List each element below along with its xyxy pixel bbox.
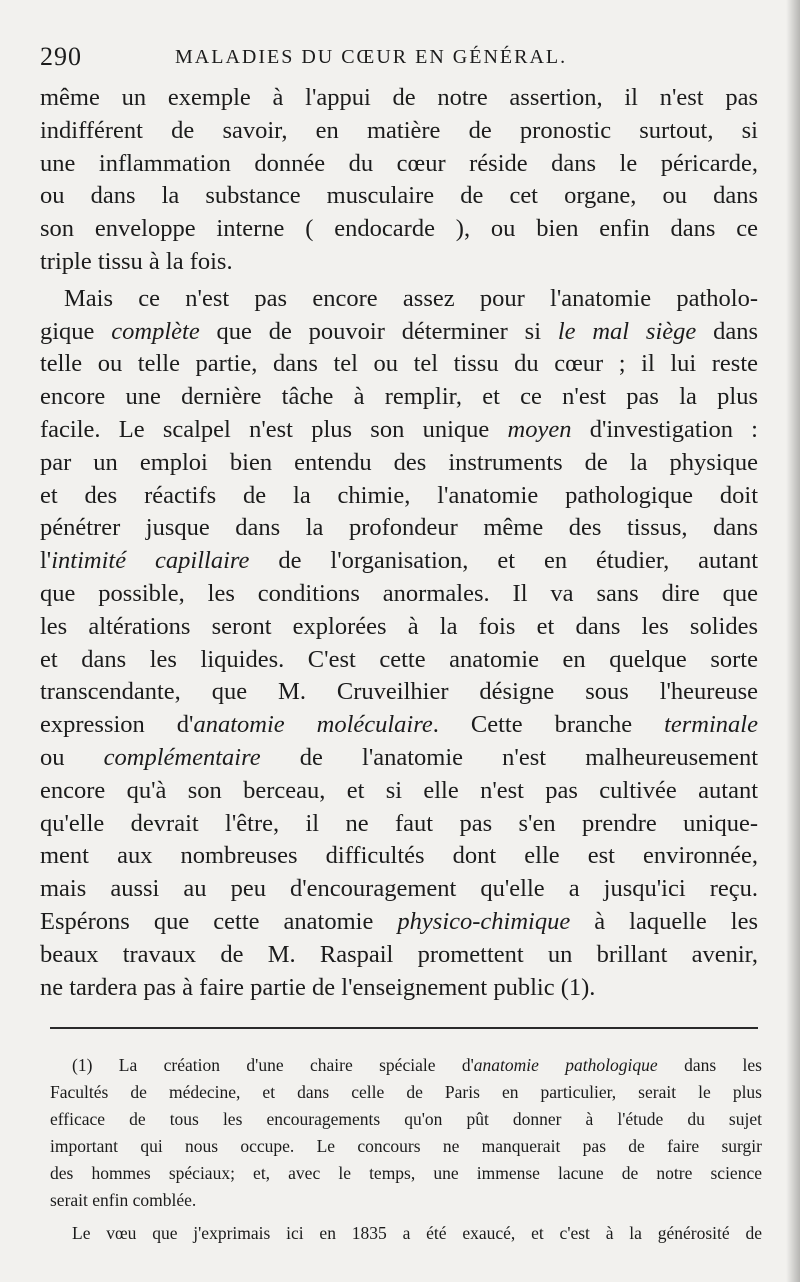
text-line: expression d'anatomie moléculaire. Cette branche terminale <box>40 711 758 739</box>
text-line: ou complémentaire de l'anatomie n'est malheureusement <box>40 743 759 771</box>
text-line: indifférent de savoir, en matière de pronostic surtout, si <box>40 116 758 144</box>
text-line: triple tissu à la fois. <box>40 247 233 275</box>
italic-term: complémentaire <box>103 743 261 771</box>
text-line: gique complète que de pouvoir déterminer si le mal siège dans <box>40 317 758 345</box>
footnote-line: serait enfin comblée. <box>50 1190 197 1210</box>
italic-term: anatomie moléculaire <box>193 711 433 739</box>
text-line: et dans les liquides. C'est cette anatomie en quelque sorte <box>40 645 758 673</box>
text-line: les altérations seront explorées à la fois et dans les solides <box>40 612 758 640</box>
text-line: encore une dernière tâche à remplir, et ce n'est pas la plus <box>40 383 758 411</box>
text-line: encore qu'à son berceau, et si elle n'est pas cultivée autant <box>40 776 758 804</box>
page-edge-shadow <box>786 0 800 1282</box>
footnotes <box>50 1052 762 1247</box>
text-line: une inflammation donnée du cœur réside dans le péricarde, <box>40 149 758 177</box>
page-header <box>40 42 770 74</box>
text-line: telle ou telle partie, dans tel ou tel tissu du cœur ; il lui reste <box>40 350 758 378</box>
text-line: l'intimité capillaire de l'organisation, et en étudier, autant <box>40 547 759 575</box>
page-number: 290 <box>40 42 82 71</box>
text-line: mais aussi au peu d'encouragement qu'elle a jusqu'ici reçu. <box>40 875 758 903</box>
text-line: ne tardera pas à faire partie de l'enseignement public (1). <box>40 973 596 1001</box>
text-line: même un exemple à l'appui de notre assertion, il n'est pas <box>40 84 758 111</box>
footnote-line: des hommes spéciaux; et, avec le temps, une immense lacune de notre science <box>50 1163 762 1183</box>
text-line: qu'elle devrait l'être, il ne faut pas s'en prendre unique- <box>40 809 758 837</box>
text-line: Espérons que cette anatomie physico-chimique à laquelle les <box>40 907 758 935</box>
text-line: Mais ce n'est pas encore assez pour l'anatomie patholo- <box>64 284 758 312</box>
italic-term: intimité capillaire <box>51 547 250 575</box>
italic-term: complète <box>111 317 200 345</box>
footnote-rule <box>50 1027 758 1029</box>
italic-term: le mal siège <box>557 317 697 345</box>
footnote-line: important qui nous occupe. Le concours ne manquerait pas de faire surgir <box>50 1136 762 1156</box>
main-text <box>40 82 758 1004</box>
italic-term: physico-chimique <box>397 907 571 935</box>
footnote-line: efficace de tous les encouragements qu'on pût donner à l'étude du sujet <box>50 1109 762 1129</box>
text-line: pénétrer jusque dans la profondeur même des tissus, dans <box>40 514 758 542</box>
text-line: ou dans la substance musculaire de cet organe, ou dans <box>40 182 758 210</box>
text-line: par un emploi bien entendu des instruments de la physique <box>40 448 758 476</box>
text-line: beaux travaux de M. Raspail promettent un brillant avenir, <box>40 940 758 968</box>
footnote-line: (1) La création d'une chaire spéciale d'anatomie pathologique dans les <box>72 1055 762 1075</box>
italic-term: anatomie pathologique <box>473 1055 658 1075</box>
footnote-line: Facultés de médecine, et dans celle de Paris en particulier, serait le plus <box>50 1082 762 1102</box>
italic-term: moyen <box>507 415 572 443</box>
text-line: facile. Le scalpel n'est plus son unique moyen d'investigation : <box>40 415 758 443</box>
text-line: que possible, les conditions anormales. Il va sans dire que <box>40 579 758 607</box>
text-line: transcendante, que M. Cruveilhier désigne sous l'heureuse <box>40 678 758 706</box>
text-line: ment aux nombreuses difficultés dont elle est environnée, <box>40 842 758 870</box>
running-head: MALADIES DU CŒUR EN GÉNÉRAL. <box>175 46 568 68</box>
text-line: et des réactifs de la chimie, l'anatomie pathologique doit <box>40 481 758 509</box>
italic-term: terminale <box>664 711 758 739</box>
footnote-line: Le vœu que j'exprimais ici en 1835 a été exaucé, et c'est à la générosité de <box>72 1223 762 1243</box>
text-line: son enveloppe interne ( endocarde ), ou bien enfin dans ce <box>40 215 758 243</box>
